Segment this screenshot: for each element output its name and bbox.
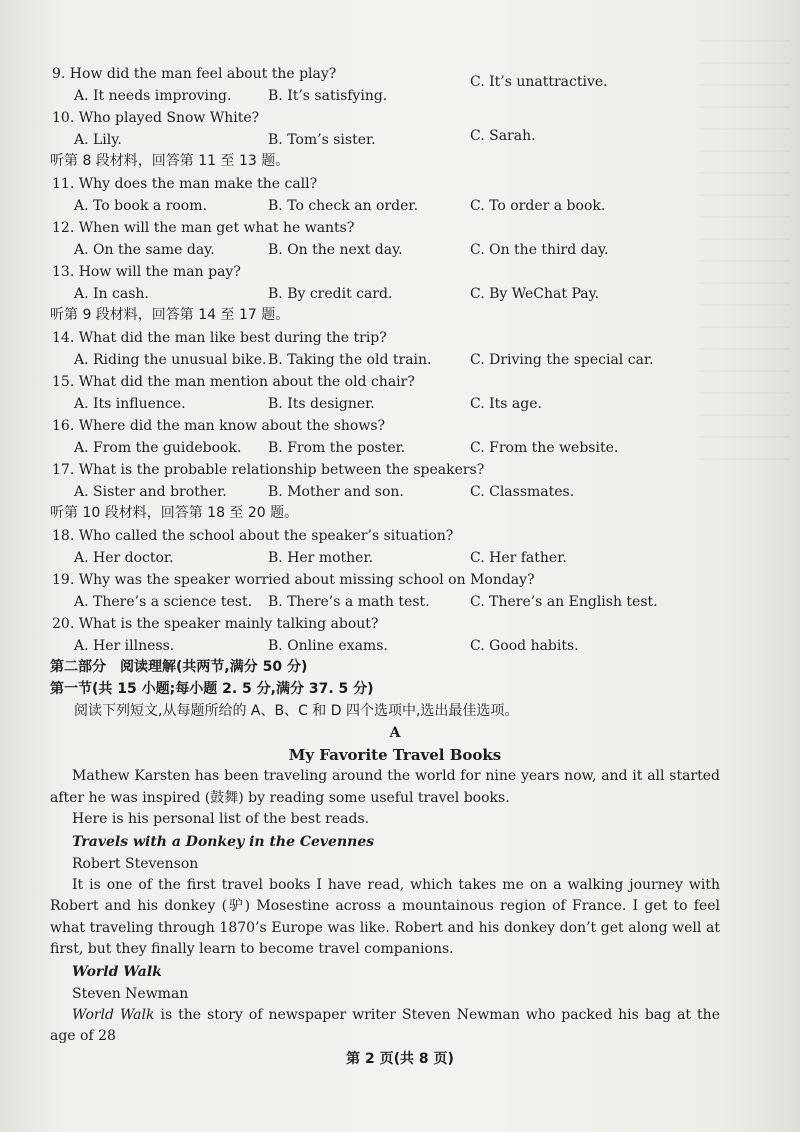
question-stem: 19. Why was the speaker worried about missing school on Monday? xyxy=(52,572,535,588)
question-stem: 9. How did the man feel about the play? xyxy=(52,66,337,82)
question-9 xyxy=(50,64,720,106)
question-16 xyxy=(50,416,720,458)
question-17 xyxy=(50,460,720,502)
option-c: C. Sarah. xyxy=(470,128,536,144)
option-a: A. In cash. xyxy=(74,286,149,302)
question-15 xyxy=(50,372,720,414)
option-c: C. Good habits. xyxy=(470,638,579,654)
option-c: C. From the website. xyxy=(470,440,619,456)
book-2-author: Steven Newman xyxy=(72,985,189,1002)
question-stem: 11. Why does the man make the call? xyxy=(52,176,318,192)
page-content xyxy=(50,62,720,1048)
question-block-a xyxy=(50,64,720,150)
passage-title: My Favorite Travel Books xyxy=(288,746,502,764)
option-a: A. Her illness. xyxy=(74,638,175,654)
option-c: C. Driving the special car. xyxy=(470,352,654,368)
section-9-heading: 听第 9 段材料，回答第 14 至 17 题。 xyxy=(50,307,290,323)
option-c: C. There’s an English test. xyxy=(470,594,658,610)
option-c: C. Her father. xyxy=(470,550,567,566)
option-c: C. It’s unattractive. xyxy=(470,74,608,90)
option-a: A. Its influence. xyxy=(74,396,186,412)
option-b: B. Online exams. xyxy=(268,638,388,654)
question-13 xyxy=(50,262,720,304)
passage-letter: A xyxy=(389,725,401,741)
book-1-description: It is one of the first travel books I have read, which takes me on a walking journey with Robert and his donkey (驴) Mosestine across a mountainous region of France. I get to feel what traveling through 1870’s Europe was like. Robert and his donkey don’t get along well at first, but they finally learn to become travel companions. xyxy=(50,876,720,957)
option-b: B. By credit card. xyxy=(268,286,393,302)
option-c: C. Classmates. xyxy=(470,484,575,500)
book-2-text: is the story of newspaper writer Steven Newman who packed his bag at the age of 28 xyxy=(50,1006,720,1044)
section-10-heading: 听第 10 段材料，回答第 18 至 20 题。 xyxy=(50,505,299,521)
question-20 xyxy=(50,614,720,656)
option-a: A. Lily. xyxy=(74,132,122,148)
option-a: A. From the guidebook. xyxy=(74,440,242,456)
page-footer: 第 2 页(共 8 页) xyxy=(346,1051,454,1067)
question-stem: 17. What is the probable relationship between the speakers? xyxy=(52,462,485,478)
option-a: A. On the same day. xyxy=(74,242,215,258)
passage-intro: Mathew Karsten has been traveling around the world for nine years now, and it all started after he was inspired (鼓舞) by reading some useful travel books. xyxy=(50,768,720,806)
option-c: C. To order a book. xyxy=(470,198,606,214)
question-stem: 14. What did the man like best during the trip? xyxy=(52,330,387,346)
question-stem: 13. How will the man pay? xyxy=(52,264,241,280)
question-19 xyxy=(50,570,720,612)
question-stem: 12. When will the man get what he wants? xyxy=(52,220,355,236)
option-c: C. On the third day. xyxy=(470,242,609,258)
option-b: B. To check an order. xyxy=(268,198,419,214)
option-b: B. Its designer. xyxy=(268,396,375,412)
book-2-inline-title: World Walk xyxy=(72,1006,155,1023)
question-stem: 20. What is the speaker mainly talking about? xyxy=(52,616,379,632)
question-stem: 10. Who played Snow White? xyxy=(52,110,260,126)
option-b: B. Taking the old train. xyxy=(268,352,432,368)
option-a: A. It needs improving. xyxy=(74,88,232,104)
option-a: A. Sister and brother. xyxy=(74,484,227,500)
question-14 xyxy=(50,328,720,370)
book-1-title: Travels with a Donkey in the Cevennes xyxy=(72,833,375,850)
question-11 xyxy=(50,174,720,216)
option-a: A. To book a room. xyxy=(74,198,207,214)
option-c: C. Its age. xyxy=(470,396,542,412)
option-c: C. By WeChat Pay. xyxy=(470,286,600,302)
book-2-description xyxy=(50,1005,720,1048)
question-stem: 15. What did the man mention about the old chair? xyxy=(52,374,415,390)
option-b: B. From the poster. xyxy=(268,440,406,456)
passage-intro-2: Here is his personal list of the best reads. xyxy=(72,811,370,827)
question-stem: 16. Where did the man know about the shows? xyxy=(52,418,386,434)
option-b: B. Her mother. xyxy=(268,550,374,566)
question-12 xyxy=(50,218,720,260)
section-8-heading: 听第 8 段材料，回答第 11 至 13 题。 xyxy=(50,153,290,169)
option-b: B. Mother and son. xyxy=(268,484,404,500)
book-1-author: Robert Stevenson xyxy=(72,855,199,872)
option-b: B. There’s a math test. xyxy=(268,594,430,610)
option-a: A. Her doctor. xyxy=(74,550,174,566)
option-a: A. There’s a science test. xyxy=(74,594,253,610)
book-2-title: World Walk xyxy=(72,963,162,980)
part-2-heading: 第二部分 阅读理解(共两节,满分 50 分) xyxy=(50,659,308,675)
option-a: A. Riding the unusual bike. xyxy=(74,352,267,368)
question-18 xyxy=(50,526,720,568)
reading-instruction: 阅读下列短文,从每题所给的 A、B、C 和 D 四个选项中,选出最佳选项。 xyxy=(74,703,519,719)
section-1-heading: 第一节(共 15 小题;每小题 2. 5 分,满分 37. 5 分) xyxy=(50,681,374,697)
option-b: B. On the next day. xyxy=(268,242,403,258)
option-b: B. It’s satisfying. xyxy=(268,88,388,104)
question-10 xyxy=(50,108,720,150)
option-b: B. Tom’s sister. xyxy=(268,132,376,148)
question-stem: 18. Who called the school about the speaker’s situation? xyxy=(52,528,454,544)
